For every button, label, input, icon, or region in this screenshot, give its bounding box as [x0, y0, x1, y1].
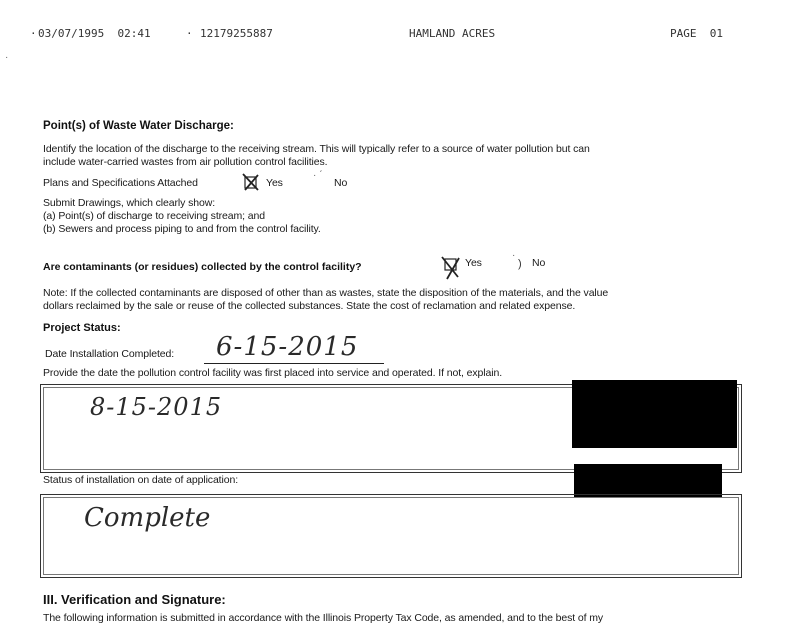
contaminants-question: Are contaminants (or residues) collected by the control facility? — [43, 261, 362, 273]
contaminants-no-tick: ) — [518, 258, 522, 270]
redaction-block-2 — [574, 464, 722, 497]
plans-no-checkbox-mark[interactable]: · ˊ — [313, 170, 323, 181]
submit-drawings-line1: Submit Drawings, which clearly show: — [43, 197, 216, 209]
submit-drawings-line2: (a) Point(s) of discharge to receiving stream; and — [43, 210, 266, 222]
verification-partial-line: The following information is submitted in accordance with the Illinois Property Tax Code, as amended, and to the best of my — [43, 612, 604, 624]
plans-yes-checkmark[interactable] — [241, 172, 261, 192]
fax-dot-1: · — [30, 27, 37, 40]
speck: · — [5, 52, 9, 63]
service-date-value: 8-15-2015 — [90, 393, 223, 421]
waste-water-desc-line1: Identify the location of the discharge to the receiving stream. This will typically refer to a source of water pollution but can — [43, 143, 590, 155]
installation-status-value: Complete — [84, 503, 211, 533]
fax-page-number: PAGE 01 — [670, 27, 723, 40]
contaminants-no-label: No — [532, 257, 546, 269]
service-date-prompt: Provide the date the pollution control facility was first placed into service and operated. If not, explain. — [43, 367, 503, 379]
fax-dot-2: · — [186, 27, 193, 40]
waste-water-heading: Point(s) of Waste Water Discharge: — [43, 120, 234, 132]
fax-phone: 12179255887 — [200, 27, 273, 40]
contaminants-note-line1: Note: If the collected contaminants are disposed of other than as wastes, state the disposition of the materials, and the value — [43, 287, 609, 299]
contaminants-note-line2: dollars reclaimed by the sale or reuse of the collected substances. State the cost of reclamation and related expense. — [43, 300, 576, 312]
fax-sender: HAMLAND ACRES — [409, 27, 496, 40]
plans-no-label: No — [334, 177, 348, 189]
redaction-block-1 — [572, 380, 737, 448]
fax-date-time: 03/07/1995 02:41 — [38, 27, 151, 40]
fax-header — [0, 27, 800, 43]
plans-attached-label: Plans and Specifications Attached — [43, 177, 198, 189]
project-status-heading: Project Status: — [43, 322, 121, 334]
submit-drawings-line3: (b) Sewers and process piping to and from the control facility. — [43, 223, 321, 235]
verification-heading: III. Verification and Signature: — [43, 592, 226, 607]
contaminants-yes-checkmark[interactable] — [439, 255, 463, 281]
contaminants-yes-label: Yes — [465, 257, 482, 269]
waste-water-desc-line2: include water-carried wastes from air pollution control facilities. — [43, 156, 328, 168]
date-completed-value[interactable]: 6-15-2015 — [216, 332, 359, 362]
contaminants-no-checkbox-mark[interactable]: · — [512, 250, 516, 261]
plans-yes-label: Yes — [266, 177, 283, 189]
installation-status-label: Status of installation on date of application: — [43, 474, 239, 486]
date-completed-label: Date Installation Completed: — [45, 348, 175, 360]
